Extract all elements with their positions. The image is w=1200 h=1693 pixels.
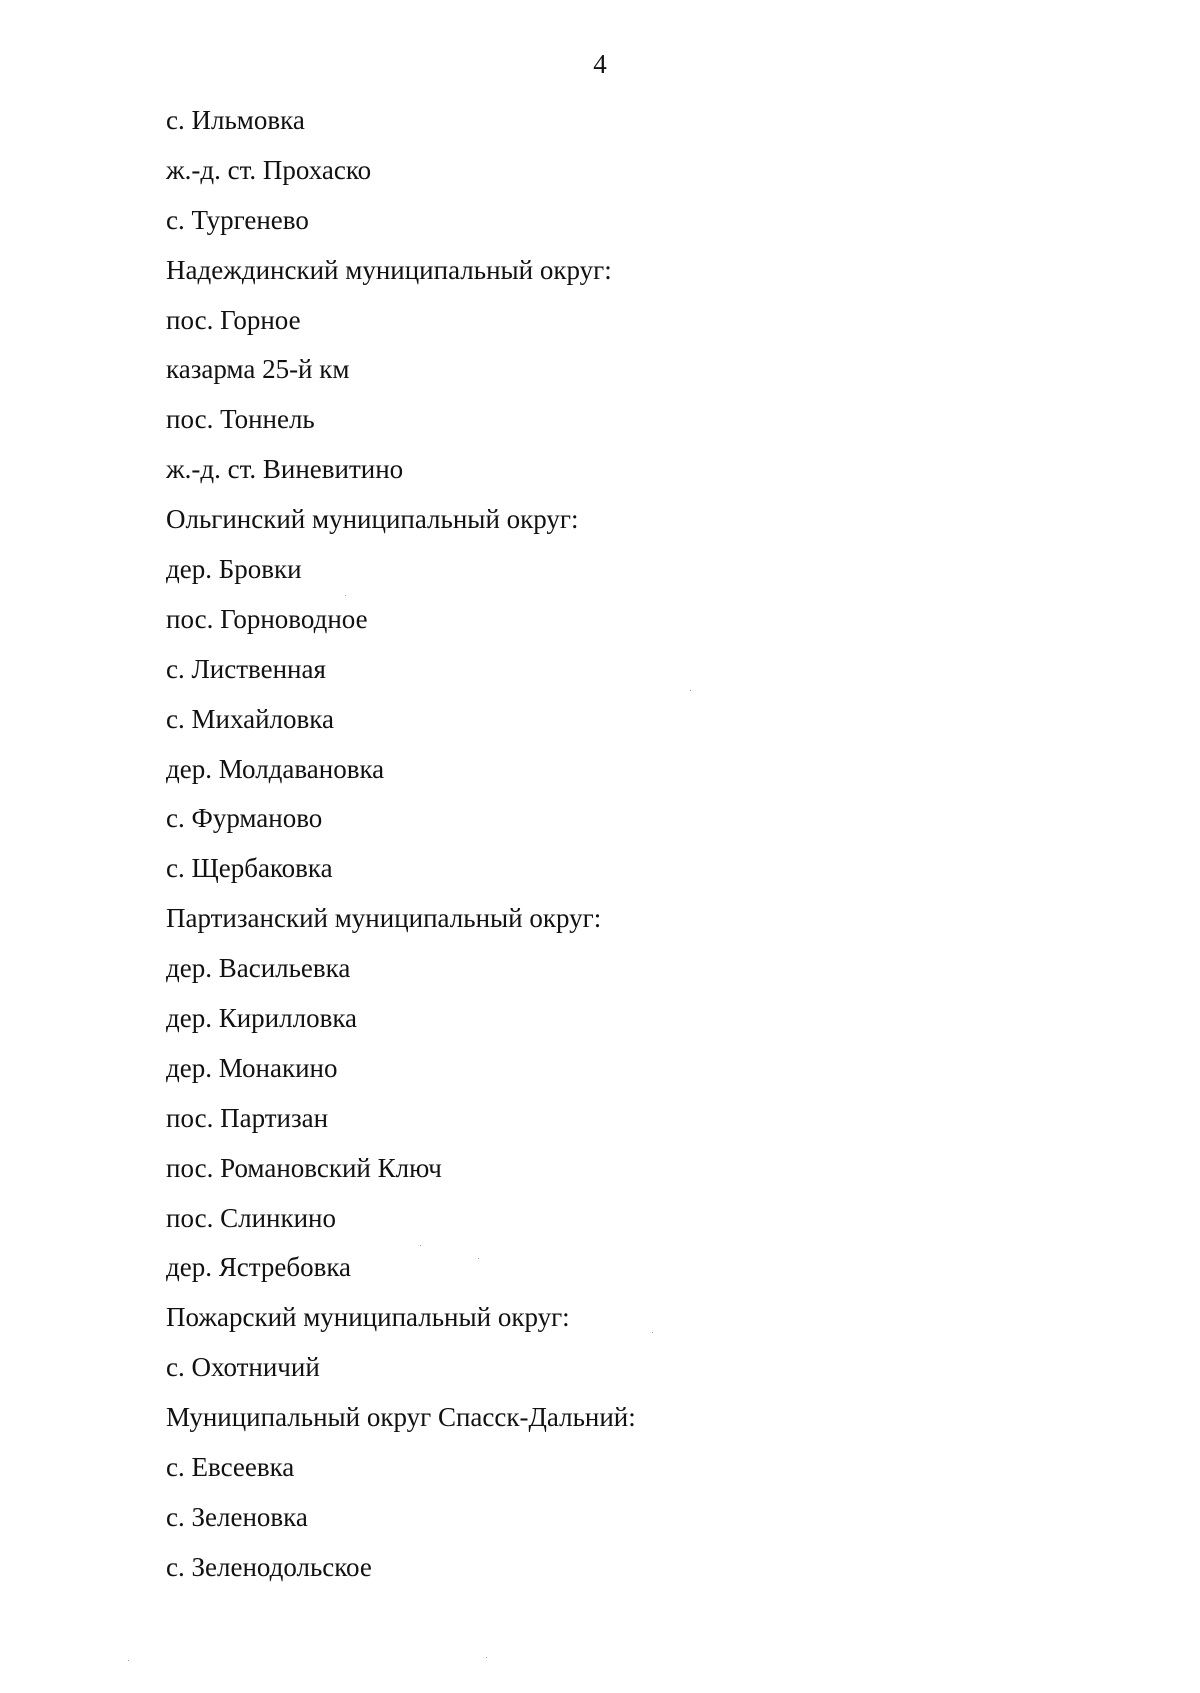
scan-speck <box>345 595 346 596</box>
list-item: с. Лиственная <box>166 653 326 684</box>
list-item: пос. Тоннель <box>166 404 315 435</box>
list-item: с. Зеленодольское <box>166 1551 372 1582</box>
list-item: пос. Горное <box>166 304 301 335</box>
district-heading: Ольгинский муниципальный округ: <box>166 504 579 535</box>
list-item: пос. Партизан <box>166 1102 329 1133</box>
scan-speck <box>652 1332 653 1333</box>
list-item: пос. Романовский Ключ <box>166 1152 442 1183</box>
district-heading: Пожарский муниципальный округ: <box>166 1302 570 1333</box>
list-item: с. Ильмовка <box>166 105 305 135</box>
district-heading: Партизанский муниципальный округ: <box>166 903 602 934</box>
list-item: дер. Ястребовка <box>166 1252 352 1283</box>
district-heading: Муниципальный округ Спасск-Дальний: <box>166 1402 636 1433</box>
list-item: с. Щербаковка <box>166 853 333 884</box>
scan-speck <box>478 1258 479 1259</box>
settlement-list <box>166 102 636 1599</box>
list-item: с. Евсеевка <box>166 1452 295 1483</box>
list-item: с. Фурманово <box>166 803 323 834</box>
scan-speck <box>420 1245 421 1246</box>
list-item: казарма 25-й км <box>166 354 350 385</box>
list-item: пос. Горноводное <box>166 603 368 634</box>
list-item: пос. Слинкино <box>166 1202 337 1233</box>
list-item: с. Охотничий <box>166 1352 320 1383</box>
list-item: с. Тургенево <box>166 204 309 235</box>
list-item: дер. Васильевка <box>166 953 351 984</box>
list-item: ж.-д. ст. Виневитино <box>166 454 404 485</box>
scan-speck <box>128 1660 129 1661</box>
list-item: ж.-д. ст. Прохаско <box>166 154 372 185</box>
list-item: с. Михайловка <box>166 703 334 734</box>
list-item: с. Зеленовка <box>166 1501 308 1532</box>
list-item: дер. Монакино <box>166 1052 338 1083</box>
district-heading: Надеждинский муниципальный округ: <box>166 254 612 285</box>
scan-speck <box>690 690 691 691</box>
page-number: 4 <box>593 49 607 79</box>
list-item: дер. Молдавановка <box>166 753 385 784</box>
list-item: дер. Бровки <box>166 554 302 585</box>
scan-speck <box>486 1657 487 1658</box>
list-item: дер. Кирилловка <box>166 1003 358 1034</box>
